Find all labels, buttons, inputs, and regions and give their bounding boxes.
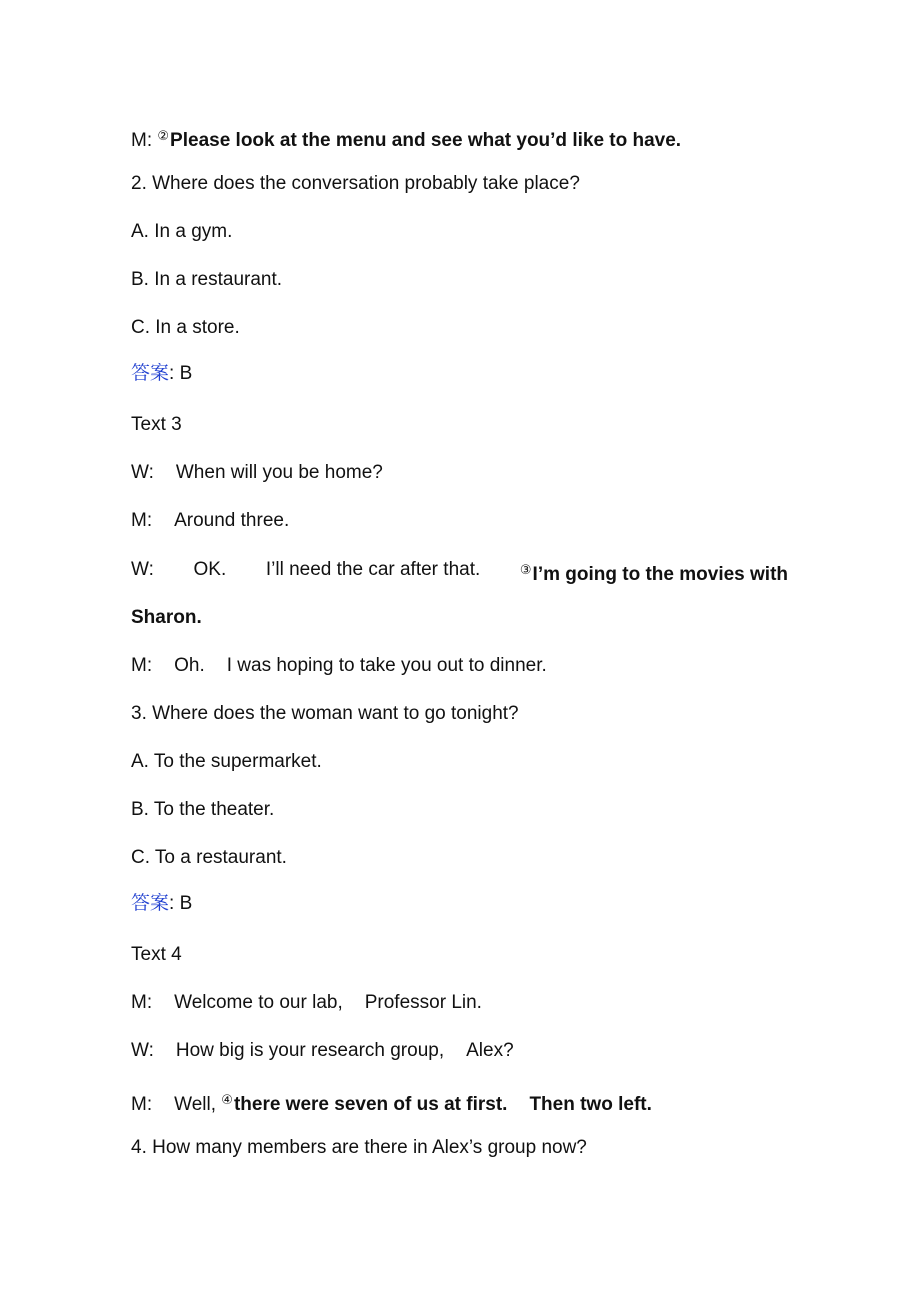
speaker-label: M: [131,510,153,531]
question-3: 3. Where does the woman want to go tonight? [131,703,519,724]
answer-2 [131,361,192,386]
answer-3 [131,891,192,916]
dialogue-text: Well, [174,1094,216,1115]
dialogue-line-w-movies [131,558,788,587]
dialogue-line-m-seven [131,1088,652,1117]
option-2a: A. In a gym. [131,221,233,242]
highlighted-sentence-continued: Sharon. [131,607,202,628]
dialogue-text: Welcome to our lab, [174,992,343,1013]
highlighted-sentence: Please look at the menu and see what you’d like to have. [170,130,682,151]
dialogue-line-m-welcome [131,991,482,1015]
answer-label: 答案 [131,892,170,914]
option-3a: A. To the supermarket. [131,751,322,772]
speaker-label: M: [131,992,153,1013]
dialogue-text: How big is your research group, [175,1040,445,1061]
highlighted-sentence: I’m going to the movies with [532,564,788,585]
speaker-label: W: [131,559,154,580]
dialogue-text: Alex? [466,1040,514,1061]
dialogue-text: I’ll need the car after that. [265,559,481,580]
text-4-heading: Text 4 [131,944,182,965]
dialogue-text: Around three. [174,510,290,531]
dialogue-text: OK. [193,559,227,580]
dialogue-line-w-home [131,461,383,485]
circled-number-4: ④ [221,1092,233,1107]
dialogue-text: I was hoping to take you out to dinner. [226,655,547,676]
option-2b: B. In a restaurant. [131,269,283,290]
highlighted-sentence: there were seven of us at first. [233,1094,508,1115]
dialogue-line-m-dinner [131,654,547,678]
answer-value: : B [169,893,193,914]
option-3c: C. To a restaurant. [131,847,287,868]
speaker-label: W: [131,462,154,483]
highlighted-sentence: Then two left. [529,1094,652,1115]
dialogue-line-m-menu [131,124,681,153]
text-3-heading: Text 3 [131,414,182,435]
answer-value: : B [169,363,193,384]
speaker-label: M: [131,1094,153,1115]
question-2: 2. Where does the conversation probably take place? [131,173,580,194]
option-2c: C. In a store. [131,317,240,338]
answer-label: 答案 [131,362,170,384]
circled-number-3: ③ [519,562,532,577]
dialogue-text: When will you be home? [175,462,383,483]
circled-number-2: ② [157,128,170,143]
dialogue-text: Oh. [174,655,205,676]
speaker-label: W: [131,1040,154,1061]
speaker-label: M: [131,655,153,676]
option-3b: B. To the theater. [131,799,275,820]
dialogue-line-w-group [131,1039,514,1063]
dialogue-line-m-three [131,509,289,533]
speaker-label: M: [131,130,153,151]
question-4: 4. How many members are there in Alex’s group now? [131,1137,587,1158]
dialogue-text: Professor Lin. [364,992,482,1013]
